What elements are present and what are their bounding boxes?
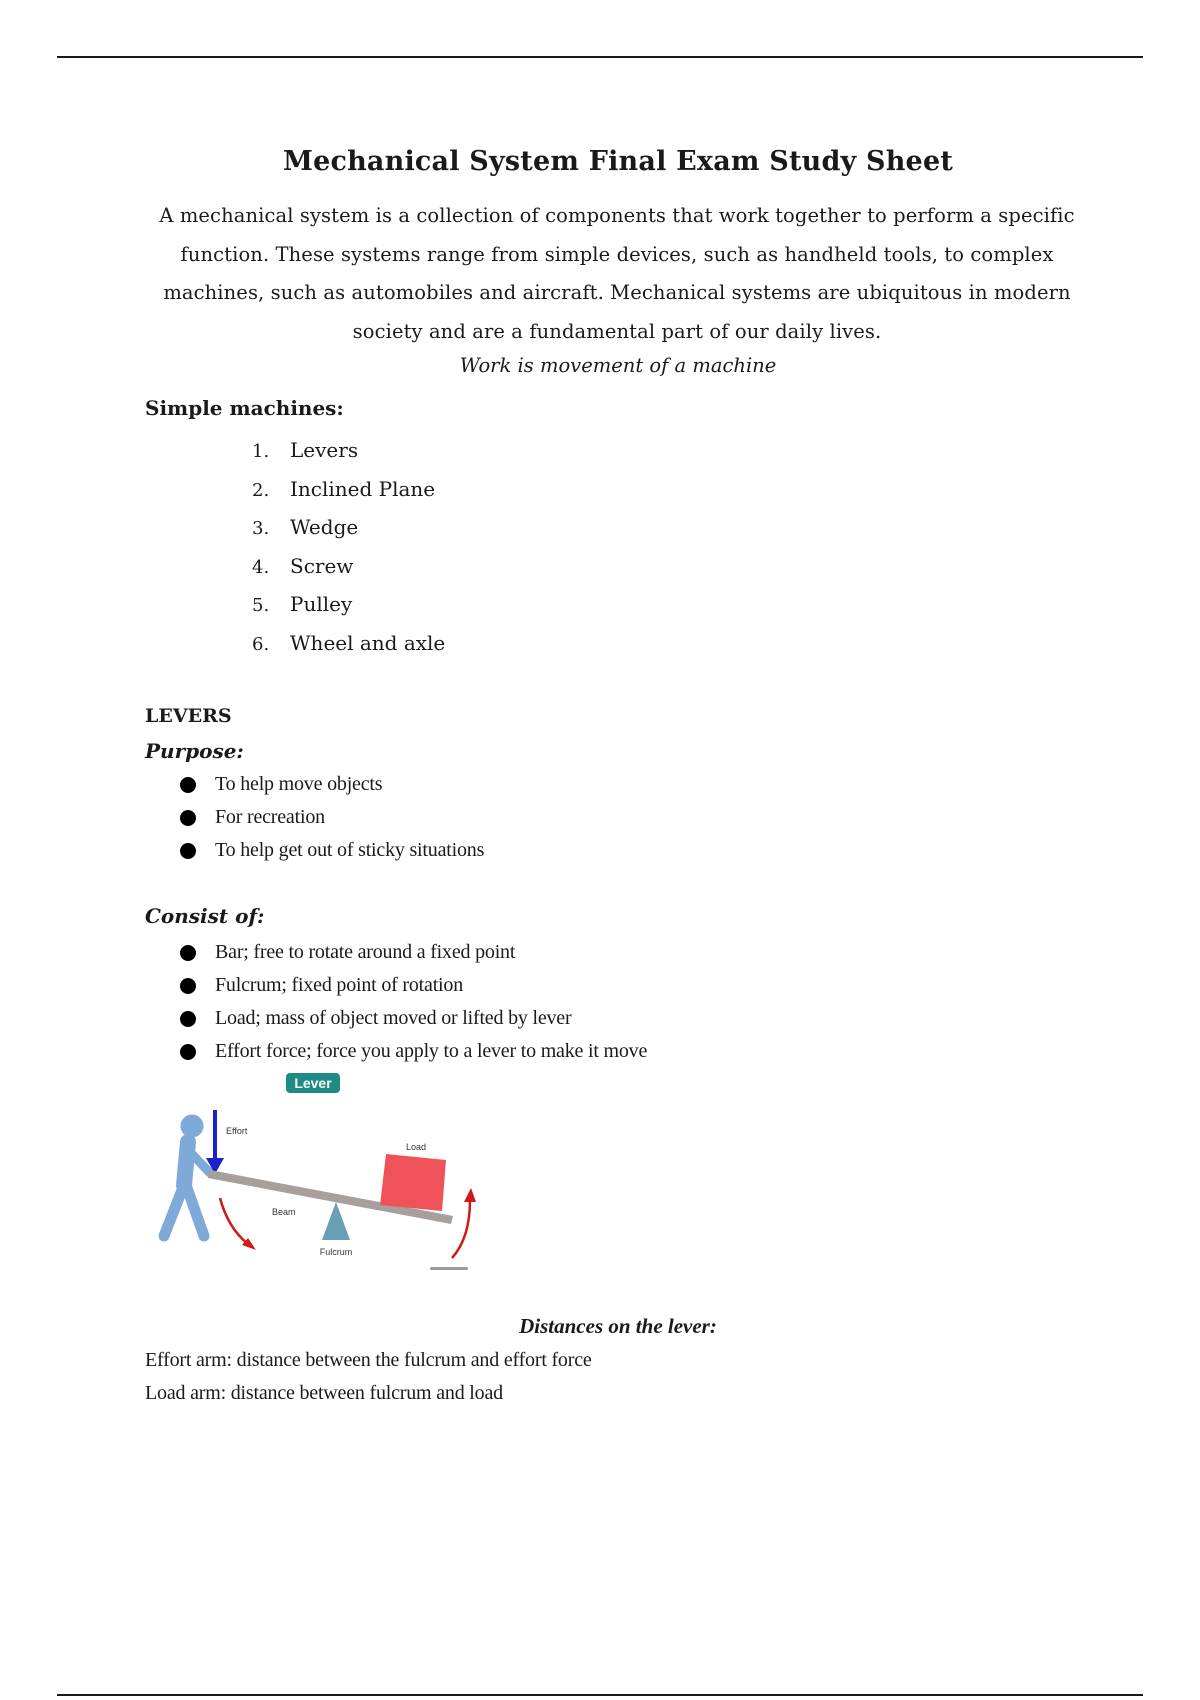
list-item <box>180 768 484 801</box>
list-item <box>180 936 647 969</box>
list-number: 4. <box>252 556 270 578</box>
list-label: Pulley <box>290 592 353 616</box>
list-label: Levers <box>290 438 359 462</box>
list-number: 1. <box>252 441 270 462</box>
list-label: Wheel and axle <box>290 630 446 655</box>
list-item <box>180 1035 647 1068</box>
bullet-icon <box>180 945 196 961</box>
fulcrum-label: Fulcrum <box>319 1247 353 1257</box>
down-motion-arrow-icon <box>220 1198 256 1250</box>
bottom-rule <box>57 1694 1143 1696</box>
list-item <box>252 547 445 586</box>
list-item <box>252 431 445 470</box>
load-arm-definition: Load arm: distance between fulcrum and load <box>145 1382 503 1404</box>
bullet-icon <box>180 810 196 826</box>
motto: Work is movement of a machine <box>459 354 777 377</box>
purpose-list <box>180 768 484 867</box>
list-item <box>180 834 484 867</box>
purpose-heading: Purpose: <box>145 739 244 763</box>
list-item <box>252 585 445 624</box>
list-item <box>180 1002 647 1035</box>
list-label: Screw <box>290 553 354 578</box>
consist-of-heading: Consist of: <box>145 904 265 928</box>
list-item <box>180 801 484 834</box>
effort-arm-definition: Effort arm: distance between the fulcrum and effort force <box>145 1349 592 1371</box>
list-label: Inclined Plane <box>290 476 436 501</box>
fulcrum-icon <box>322 1202 350 1240</box>
simple-machines-list <box>252 431 445 662</box>
list-label: Effort force; force you apply to a lever to make it move <box>215 1040 648 1062</box>
list-item <box>252 508 445 547</box>
distances-heading: Distances on the lever: <box>519 1314 717 1338</box>
bullet-icon <box>180 843 196 859</box>
lever-badge-label: Lever <box>294 1075 332 1091</box>
page-title: Mechanical System Final Exam Study Sheet <box>283 146 953 177</box>
bullet-icon <box>180 1044 196 1060</box>
bullet-icon <box>180 1011 196 1027</box>
list-label: Fulcrum; fixed point of rotation <box>215 974 464 996</box>
list-label: For recreation <box>215 806 325 828</box>
list-number: 6. <box>252 633 270 655</box>
person-icon <box>164 1115 210 1236</box>
list-number: 5. <box>252 595 270 616</box>
top-rule <box>57 56 1143 58</box>
list-label: To help move objects <box>215 773 383 795</box>
simple-machines-heading: Simple machines: <box>145 396 344 420</box>
lever-diagram <box>140 1070 490 1280</box>
load-label: Load <box>405 1142 427 1152</box>
up-motion-arrow-icon <box>452 1188 476 1258</box>
list-label: Load; mass of object moved or lifted by lever <box>215 1007 572 1029</box>
watermark-mark <box>430 1267 468 1270</box>
list-label: Wedge <box>290 515 359 539</box>
list-item <box>252 470 445 509</box>
list-number: 2. <box>252 479 270 501</box>
consist-of-list <box>180 936 647 1068</box>
bullet-icon <box>180 978 196 994</box>
effort-label: Effort <box>226 1126 248 1136</box>
levers-heading: LEVERS <box>145 705 232 727</box>
list-item <box>252 624 445 663</box>
beam-label: Beam <box>272 1207 296 1217</box>
list-item <box>180 969 647 1002</box>
bullet-icon <box>180 777 196 793</box>
list-number: 3. <box>252 518 270 539</box>
list-label: To help get out of sticky situations <box>215 839 485 861</box>
effort-arrow-icon <box>206 1110 224 1174</box>
load-box <box>380 1154 446 1211</box>
intro-paragraph: A mechanical system is a collection of components that work together to perform a specific function. These systems range from simple devices, such as handheld tools, to complex machines, such as automobiles and aircraft. Mechanical systems are ubiquitous in modern society and are a fundamental part of our daily lives. <box>159 204 1075 343</box>
list-label: Bar; free to rotate around a fixed point <box>215 941 516 963</box>
